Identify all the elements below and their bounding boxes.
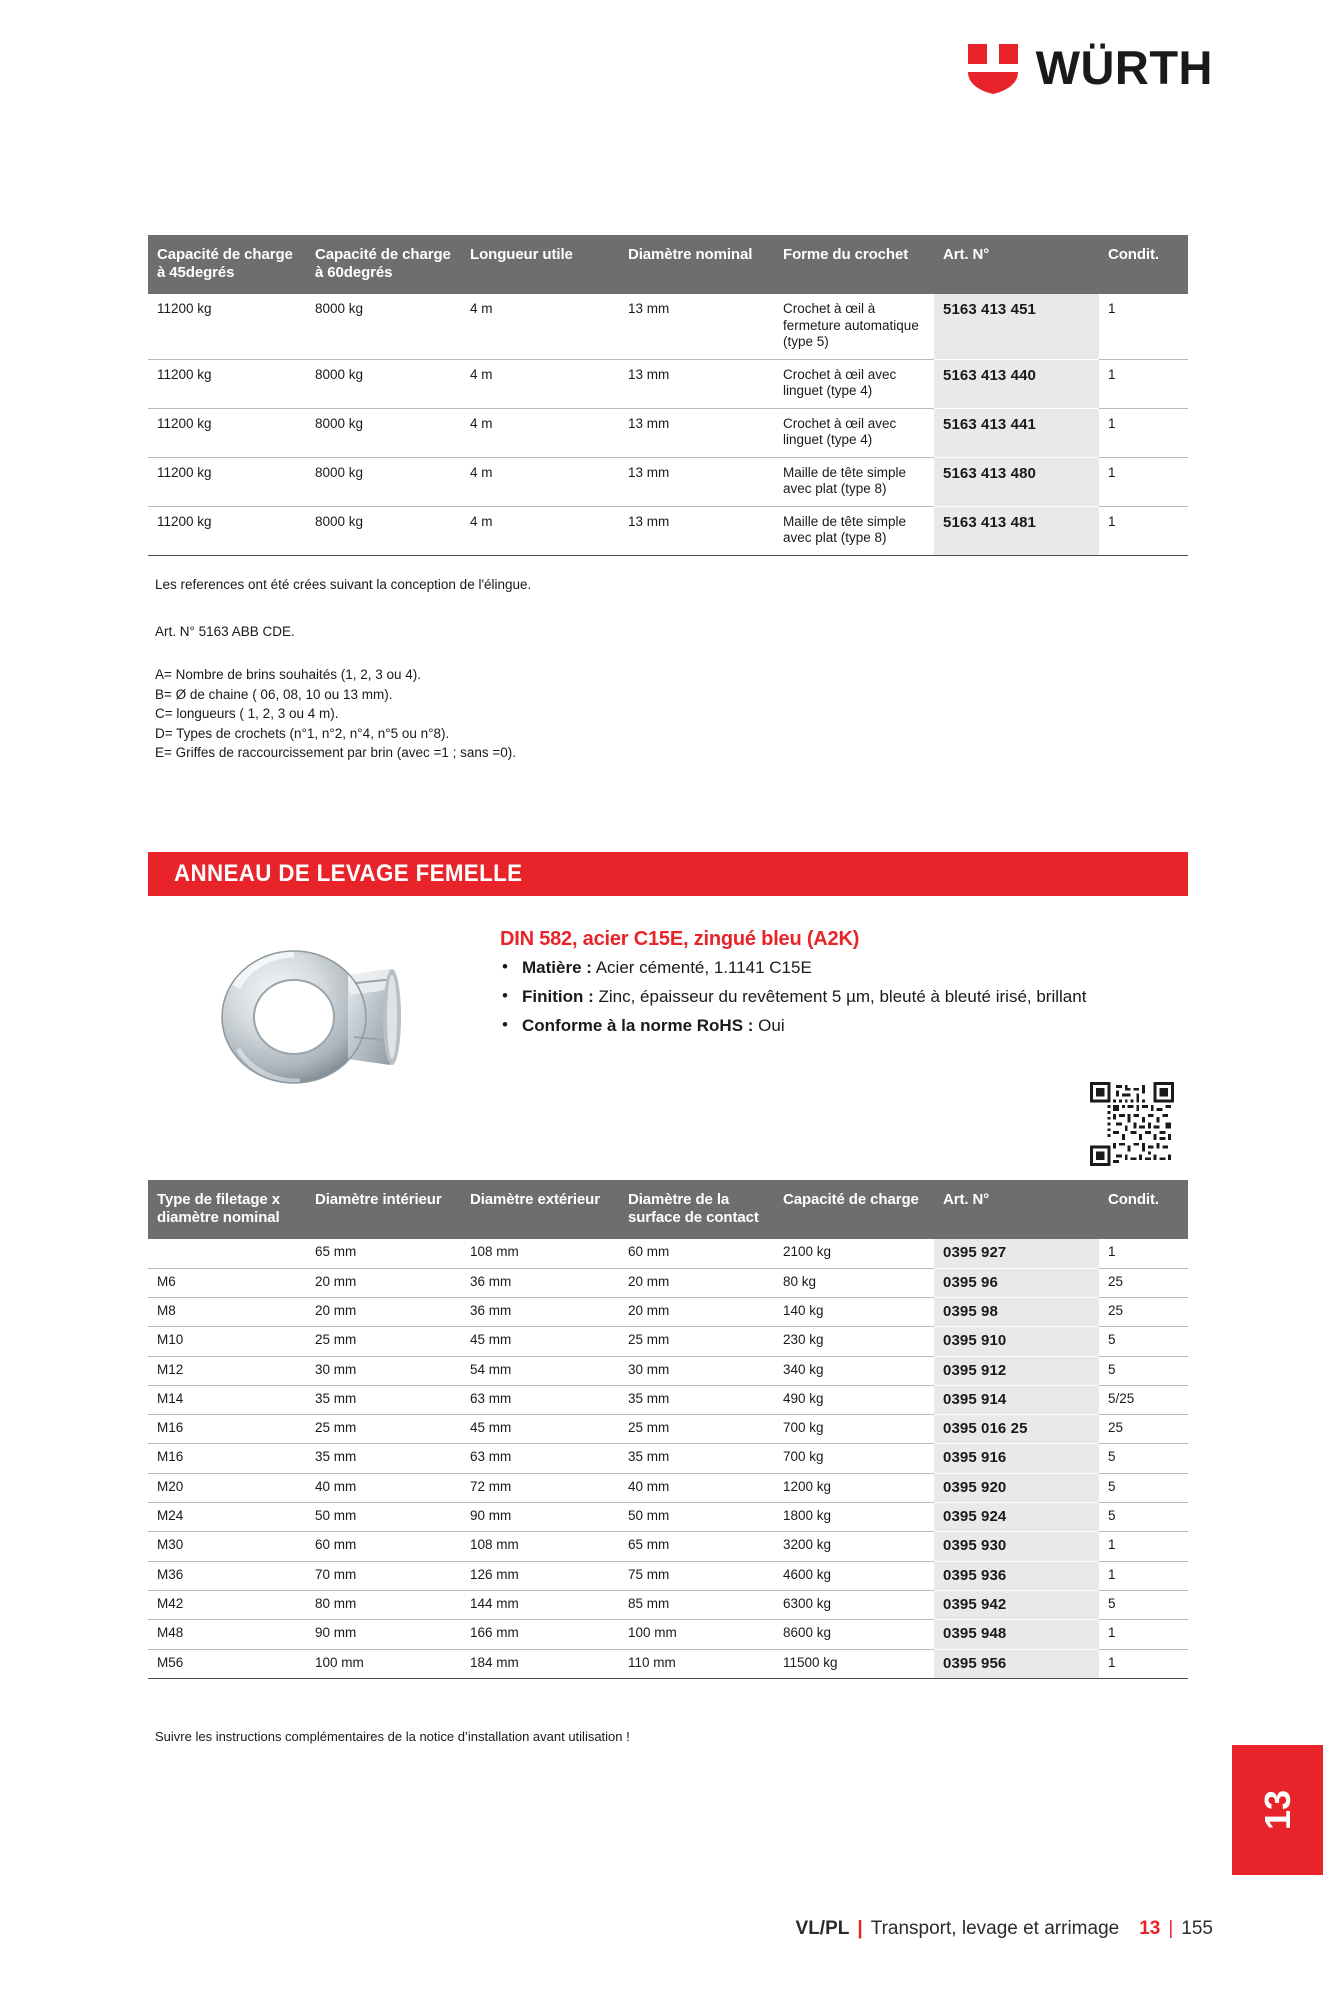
- cell-capacite: 1800 kg: [774, 1503, 934, 1532]
- cell-filetage: M56: [148, 1649, 306, 1678]
- cell-condit: 1: [1099, 408, 1188, 457]
- cell-art-no: 0395 948: [934, 1620, 1099, 1649]
- cell-d-int: 20 mm: [306, 1268, 461, 1297]
- cell-d-int: 35 mm: [306, 1385, 461, 1414]
- cell-capacite-60: 8000 kg: [306, 506, 461, 555]
- footer-page: 155: [1181, 1918, 1213, 1939]
- cell-capacite-45: 11200 kg: [148, 359, 306, 408]
- legend-line-b: B= Ø de chaine ( 06, 08, 10 ou 13 mm).: [155, 686, 393, 702]
- table-row: [148, 1473, 1188, 1502]
- cell-filetage: M6: [148, 1268, 306, 1297]
- cell-crochet: Maille de tête simple avec plat (type 8): [774, 506, 934, 555]
- cell-capacite-60: 8000 kg: [306, 408, 461, 457]
- cell-crochet: Crochet à œil à fermeture automatique (type 5): [774, 294, 934, 359]
- spec-item-finition: [500, 986, 1120, 1008]
- cell-capacite-60: 8000 kg: [306, 457, 461, 506]
- col-longueur: Longueur utile: [461, 235, 619, 294]
- cell-d-ext: 36 mm: [461, 1297, 619, 1326]
- cell-d-int: 50 mm: [306, 1503, 461, 1532]
- cell-d-contact: 100 mm: [619, 1620, 774, 1649]
- col-capacite-60: Capacité de charge à 60degrés: [306, 235, 461, 294]
- cell-filetage: M10: [148, 1327, 306, 1356]
- cell-condit: 1: [1099, 1561, 1188, 1590]
- cell-d-ext: 144 mm: [461, 1590, 619, 1619]
- table-row: [148, 359, 1188, 408]
- col-d-contact: Diamètre de la surface de contact: [619, 1180, 774, 1239]
- cell-capacite-60: 8000 kg: [306, 359, 461, 408]
- cell-d-int: 70 mm: [306, 1561, 461, 1590]
- cell-d-int: 40 mm: [306, 1473, 461, 1502]
- cell-d-ext: 108 mm: [461, 1532, 619, 1561]
- cell-art-no: 0395 942: [934, 1590, 1099, 1619]
- table-row: [148, 506, 1188, 555]
- table-row: [148, 1532, 1188, 1561]
- cell-art-no: 0395 956: [934, 1649, 1099, 1678]
- cell-d-ext: 36 mm: [461, 1268, 619, 1297]
- spec-item-matiere: [500, 957, 1120, 979]
- table-row: [148, 1503, 1188, 1532]
- cell-art-no: 5163 413 441: [934, 408, 1099, 457]
- cell-longueur: 4 m: [461, 359, 619, 408]
- cell-filetage: M48: [148, 1620, 306, 1649]
- col-diametre: Diamètre nominal: [619, 235, 774, 294]
- cell-capacite: 340 kg: [774, 1356, 934, 1385]
- cell-d-int: 35 mm: [306, 1444, 461, 1473]
- cell-capacite-60: 8000 kg: [306, 294, 461, 359]
- cell-d-int: 80 mm: [306, 1590, 461, 1619]
- footer-separator: |: [857, 1918, 863, 1939]
- page-footer: [796, 1918, 1213, 1940]
- cell-diametre: 13 mm: [619, 408, 774, 457]
- cell-d-contact: 30 mm: [619, 1356, 774, 1385]
- product-spec-list: [500, 957, 1120, 1036]
- cell-art-no: 0395 98: [934, 1297, 1099, 1326]
- cell-d-contact: 110 mm: [619, 1649, 774, 1678]
- table-elingues: [148, 235, 1188, 556]
- table-row: [148, 1444, 1188, 1473]
- cell-longueur: 4 m: [461, 294, 619, 359]
- cell-d-int: 100 mm: [306, 1649, 461, 1678]
- cell-d-contact: 75 mm: [619, 1561, 774, 1590]
- cell-diametre: 13 mm: [619, 506, 774, 555]
- cell-condit: 25: [1099, 1415, 1188, 1444]
- table-row: [148, 1239, 1188, 1268]
- cell-d-int: 65 mm: [306, 1239, 461, 1268]
- spec-value-matiere: Acier cémenté, 1.1141 C15E: [595, 958, 812, 977]
- cell-longueur: 4 m: [461, 457, 619, 506]
- footer-title: Transport, levage et arrimage: [870, 1918, 1120, 1939]
- cell-d-contact: 35 mm: [619, 1385, 774, 1414]
- cell-condit: 25: [1099, 1297, 1188, 1326]
- cell-d-ext: 166 mm: [461, 1620, 619, 1649]
- cell-capacite-45: 11200 kg: [148, 457, 306, 506]
- cell-condit: 5: [1099, 1356, 1188, 1385]
- cell-capacite: 8600 kg: [774, 1620, 934, 1649]
- col-d-interieur: Diamètre intérieur: [306, 1180, 461, 1239]
- col-crochet: Forme du crochet: [774, 235, 934, 294]
- footer-catalog: VL/PL: [795, 1918, 850, 1939]
- table-row: [148, 1297, 1188, 1326]
- table-row: [148, 1415, 1188, 1444]
- cell-d-ext: 54 mm: [461, 1356, 619, 1385]
- cell-capacite-45: 11200 kg: [148, 408, 306, 457]
- cell-d-int: 90 mm: [306, 1620, 461, 1649]
- cell-d-ext: 63 mm: [461, 1444, 619, 1473]
- cell-d-int: 20 mm: [306, 1297, 461, 1326]
- note-install: Suivre les instructions complémentaires de la notice d’installation avant utilisation !: [155, 1729, 630, 1744]
- cell-capacite: 11500 kg: [774, 1649, 934, 1678]
- page-chapter-tab: [1232, 1745, 1323, 1875]
- cell-condit: 1: [1099, 457, 1188, 506]
- footer-chapter: 13: [1139, 1918, 1161, 1939]
- cell-d-int: 60 mm: [306, 1532, 461, 1561]
- cell-condit: 5: [1099, 1327, 1188, 1356]
- cell-d-contact: 85 mm: [619, 1590, 774, 1619]
- cell-d-ext: 184 mm: [461, 1649, 619, 1678]
- cell-filetage: M16: [148, 1444, 306, 1473]
- spec-item-rohs: [500, 1015, 1120, 1037]
- cell-art-no: 0395 96: [934, 1268, 1099, 1297]
- cell-art-no: 0395 912: [934, 1356, 1099, 1385]
- cell-filetage: M8: [148, 1297, 306, 1326]
- cell-diametre: 13 mm: [619, 359, 774, 408]
- cell-art-no: 0395 930: [934, 1532, 1099, 1561]
- cell-art-no: 5163 413 480: [934, 457, 1099, 506]
- cell-d-ext: 45 mm: [461, 1415, 619, 1444]
- cell-d-ext: 45 mm: [461, 1327, 619, 1356]
- cell-capacite-45: 11200 kg: [148, 506, 306, 555]
- cell-filetage: M16: [148, 1415, 306, 1444]
- cell-d-int: 25 mm: [306, 1415, 461, 1444]
- cell-art-no: 5163 413 451: [934, 294, 1099, 359]
- cell-d-contact: 20 mm: [619, 1297, 774, 1326]
- cell-condit: 5: [1099, 1444, 1188, 1473]
- cell-d-ext: 108 mm: [461, 1239, 619, 1268]
- cell-longueur: 4 m: [461, 408, 619, 457]
- brand-header: [964, 38, 1213, 96]
- legend-line-e: E= Griffes de raccourcissement par brin (avec =1 ; sans =0).: [155, 745, 517, 761]
- cell-d-ext: 90 mm: [461, 1503, 619, 1532]
- col-d-exterieur: Diamètre extérieur: [461, 1180, 619, 1239]
- cell-capacite: 140 kg: [774, 1297, 934, 1326]
- cell-art-no: 0395 914: [934, 1385, 1099, 1414]
- section-banner: [148, 852, 1188, 896]
- table-row: [148, 1385, 1188, 1414]
- cell-capacite: 490 kg: [774, 1385, 934, 1414]
- cell-condit: 25: [1099, 1268, 1188, 1297]
- cell-d-int: 30 mm: [306, 1356, 461, 1385]
- table-row: [148, 1356, 1188, 1385]
- table-row: [148, 408, 1188, 457]
- cell-art-no: 0395 910: [934, 1327, 1099, 1356]
- table-row: [148, 457, 1188, 506]
- cell-art-no: 5163 413 481: [934, 506, 1099, 555]
- cell-d-contact: 20 mm: [619, 1268, 774, 1297]
- cell-filetage: M30: [148, 1532, 306, 1561]
- cell-condit: 5: [1099, 1503, 1188, 1532]
- cell-art-no: 0395 920: [934, 1473, 1099, 1502]
- table-header-row: [148, 235, 1188, 294]
- cell-filetage: M42: [148, 1590, 306, 1619]
- footer-bar: |: [1168, 1918, 1174, 1939]
- legend-line-d: D= Types de crochets (n°1, n°2, n°4, n°5 ou n°8).: [155, 725, 450, 741]
- cell-d-contact: 50 mm: [619, 1503, 774, 1532]
- cell-filetage: M24: [148, 1503, 306, 1532]
- cell-d-contact: 25 mm: [619, 1415, 774, 1444]
- cell-art-no: 0395 936: [934, 1561, 1099, 1590]
- cell-capacite: 6300 kg: [774, 1590, 934, 1619]
- cell-diametre: 13 mm: [619, 294, 774, 359]
- product-heading: DIN 582, acier C15E, zingué bleu (A2K): [500, 928, 860, 950]
- cell-filetage: M14: [148, 1385, 306, 1414]
- cell-d-ext: 72 mm: [461, 1473, 619, 1502]
- table-header-row: [148, 1180, 1188, 1239]
- cell-d-contact: 40 mm: [619, 1473, 774, 1502]
- product-image: [190, 925, 440, 1100]
- cell-d-int: 25 mm: [306, 1327, 461, 1356]
- cell-condit: 1: [1099, 359, 1188, 408]
- col-condit: Condit.: [1099, 1180, 1188, 1239]
- col-condit: Condit.: [1099, 235, 1188, 294]
- note-references: Les references ont été crées suivant la conception de l'élingue.: [155, 577, 532, 592]
- col-capacite: Capacité de charge: [774, 1180, 934, 1239]
- cell-crochet: Maille de tête simple avec plat (type 8): [774, 457, 934, 506]
- table-row: [148, 1268, 1188, 1297]
- cell-capacite-45: 11200 kg: [148, 294, 306, 359]
- cell-d-contact: 25 mm: [619, 1327, 774, 1356]
- cell-condit: 1: [1099, 1532, 1188, 1561]
- brand-wordmark: WÜRTH: [1035, 40, 1213, 94]
- cell-diametre: 13 mm: [619, 457, 774, 506]
- wuerth-logo-icon: [964, 38, 1022, 96]
- cell-d-contact: 65 mm: [619, 1532, 774, 1561]
- col-art-no: Art. N°: [934, 235, 1099, 294]
- col-capacite-45: Capacité de charge à 45degrés: [148, 235, 306, 294]
- cell-capacite: 230 kg: [774, 1327, 934, 1356]
- qr-code-icon[interactable]: [1090, 1082, 1174, 1166]
- cell-capacite: 80 kg: [774, 1268, 934, 1297]
- cell-art-no: 0395 916: [934, 1444, 1099, 1473]
- table-row: [148, 1561, 1188, 1590]
- cell-filetage: M20: [148, 1473, 306, 1502]
- cell-longueur: 4 m: [461, 506, 619, 555]
- page-chapter-tab-number: 13: [1256, 1789, 1298, 1831]
- cell-condit: 5: [1099, 1590, 1188, 1619]
- cell-capacite: 700 kg: [774, 1415, 934, 1444]
- cell-crochet: Crochet à œil avec linguet (type 4): [774, 359, 934, 408]
- cell-d-ext: 63 mm: [461, 1385, 619, 1414]
- cell-condit: 1: [1099, 506, 1188, 555]
- cell-capacite: 3200 kg: [774, 1532, 934, 1561]
- note-legend: [155, 665, 516, 763]
- table-row: [148, 1649, 1188, 1678]
- cell-filetage: M12: [148, 1356, 306, 1385]
- spec-value-rohs: Oui: [758, 1015, 785, 1035]
- legend-line-c: C= longueurs ( 1, 2, 3 ou 4 m).: [155, 706, 339, 722]
- cell-capacite: 4600 kg: [774, 1561, 934, 1590]
- cell-filetage: [148, 1239, 306, 1268]
- cell-d-contact: 60 mm: [619, 1239, 774, 1268]
- spec-label-matiere: Matière :: [522, 958, 592, 977]
- cell-condit: 1: [1099, 1620, 1188, 1649]
- cell-condit: 1: [1099, 1239, 1188, 1268]
- cell-filetage: M36: [148, 1561, 306, 1590]
- cell-art-no: 0395 924: [934, 1503, 1099, 1532]
- cell-art-no: 0395 927: [934, 1239, 1099, 1268]
- cell-condit: 5/25: [1099, 1385, 1188, 1414]
- legend-line-a: A= Nombre de brins souhaités (1, 2, 3 ou 4).: [155, 667, 422, 682]
- cell-art-no: 5163 413 440: [934, 359, 1099, 408]
- col-filetage: Type de filetage x diamètre nominal: [148, 1180, 306, 1239]
- note-art-no-scheme: Art. N° 5163 ABB CDE.: [155, 624, 295, 639]
- cell-capacite: 2100 kg: [774, 1239, 934, 1268]
- product-specs: [500, 928, 1120, 1043]
- table-row: [148, 1590, 1188, 1619]
- cell-capacite: 700 kg: [774, 1444, 934, 1473]
- spec-value-finition: Zinc, épaisseur du revêtement 5 µm, bleuté à bleuté irisé, brillant: [598, 986, 1087, 1006]
- table-row: [148, 294, 1188, 359]
- cell-art-no: 0395 016 25: [934, 1415, 1099, 1444]
- col-art-no: Art. N°: [934, 1180, 1099, 1239]
- cell-crochet: Crochet à œil avec linguet (type 4): [774, 408, 934, 457]
- cell-d-contact: 35 mm: [619, 1444, 774, 1473]
- table-row: [148, 1327, 1188, 1356]
- table-anneaux: [148, 1180, 1188, 1679]
- cell-condit: 1: [1099, 1649, 1188, 1678]
- section-banner-title: ANNEAU DE LEVAGE FEMELLE: [174, 860, 523, 887]
- cell-condit: 1: [1099, 294, 1188, 359]
- cell-capacite: 1200 kg: [774, 1473, 934, 1502]
- cell-d-ext: 126 mm: [461, 1561, 619, 1590]
- spec-label-rohs: Conforme à la norme RoHS :: [522, 1015, 754, 1035]
- spec-label-finition: Finition :: [522, 986, 594, 1006]
- table-row: [148, 1620, 1188, 1649]
- cell-condit: 5: [1099, 1473, 1188, 1502]
